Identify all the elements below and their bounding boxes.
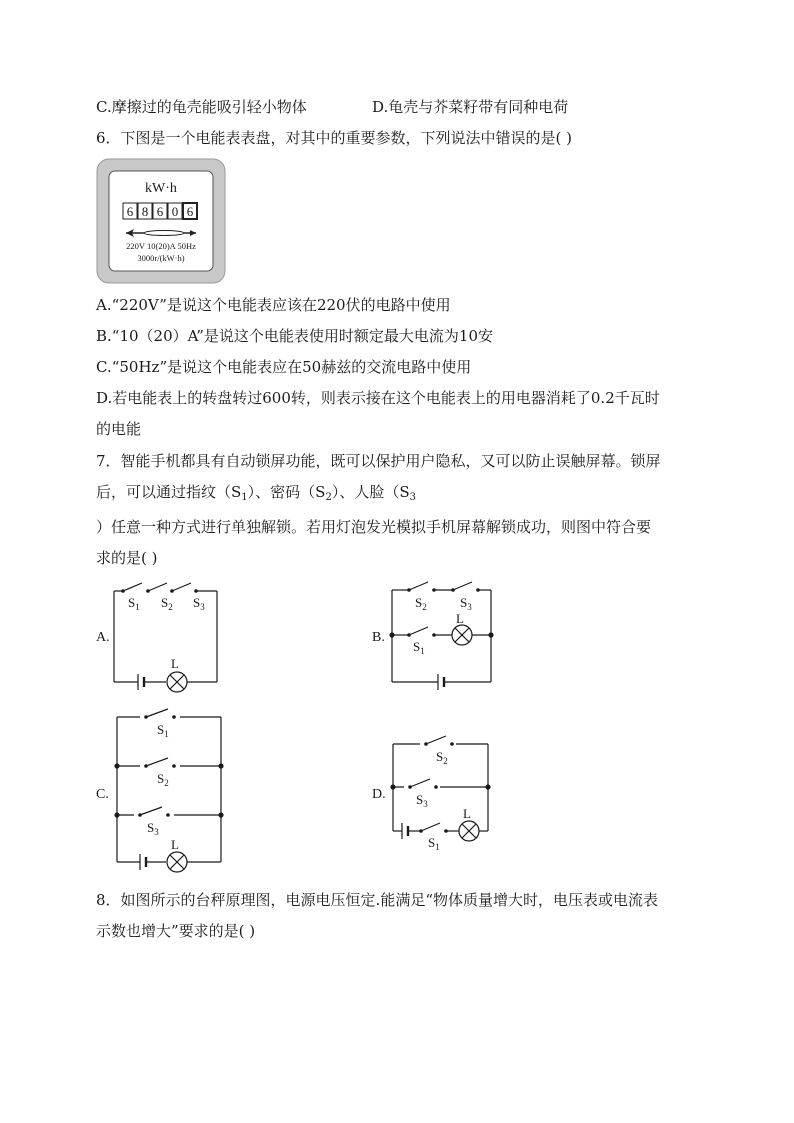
circuit-b-label: B. [372, 630, 385, 645]
circuit-a-lamp-label: L [171, 656, 179, 671]
circuit-b-lamp-label: L [456, 611, 464, 626]
circuit-c-lamp-label: L [171, 837, 179, 852]
meter-unit: kW·h [145, 181, 177, 196]
circuit-a-s3: $S_3$ [193, 595, 205, 612]
q6-stem: 6．下图是一个电能表表盘，对其中的重要参数，下列说法中错误的是( ) [96, 129, 573, 147]
meter-spec-line1: 220V 10(20)A 50Hz [126, 241, 196, 251]
q5-option-d: D.龟壳与芥菜籽带有同种电荷 [372, 98, 569, 116]
q6-option-d-cont: 的电能 [96, 420, 142, 438]
circuit-d-s2: $S_2$ [436, 749, 448, 766]
circuit-b-s3: $S_3$ [460, 595, 472, 612]
circuit-d-lamp-label: L [463, 806, 471, 821]
meter-digit: 6 [186, 204, 194, 219]
q6-option-c: C.“50Hz”是说这个电能表应在50赫兹的交流电路中使用 [96, 358, 472, 376]
circuit-c-s1: $S_1$ [157, 722, 169, 739]
meter-spec-line2: 3000r/(kW·h) [137, 253, 185, 263]
circuit-c [115, 709, 223, 872]
circuit-c-s3: $S_3$ [147, 820, 159, 837]
meter-digit: 6 [126, 204, 134, 219]
meter-digit: 0 [171, 204, 179, 219]
circuit-b [390, 582, 493, 690]
q6-option-d: D.若电能表上的转盘转过600转，则表示接在这个电能表上的用电器消耗了0.2千瓦时 [96, 389, 660, 407]
q8-stem-line2: 示数也增大”要求的是( ) [96, 922, 256, 940]
circuit-b-s2: $S_2$ [415, 595, 427, 612]
q7-stem-line4: 求的是( ) [96, 549, 158, 567]
circuit-a-s2: $S_2$ [161, 595, 173, 612]
q5-option-c: C.摩擦过的龟壳能吸引轻小物体 [96, 98, 307, 116]
meter-digit: 6 [156, 204, 164, 219]
circuit-c-label: C. [96, 787, 109, 802]
q7-stem-line2: 后，可以通过指纹$(S_1)$、密码$(S_2)$、人脸（$S_3$ [96, 483, 416, 503]
circuit-c-s2: $S_2$ [157, 771, 169, 788]
q7-stem-line1: 7．智能手机都具有自动锁屏功能，既可以保护用户隐私，又可以防止误触屏幕。锁屏 [96, 452, 661, 470]
circuit-a-label: A. [96, 630, 110, 645]
circuit-d-label: D. [372, 787, 386, 802]
meter-digit: 8 [141, 204, 149, 219]
q8-stem-line1: 8．如图所示的台秤原理图，电源电压恒定.能满足“物体质量增大时，电压表或电流表 [96, 891, 658, 909]
q6-option-a: A.“220V”是说这个电能表应该在220伏的电路中使用 [96, 296, 451, 314]
circuit-a-s1: $S_1$ [128, 595, 140, 612]
q7-stem-line3: ）任意一种方式进行单独解锁。若用灯泡发光模拟手机屏幕解锁成功，则图中符合要 [96, 518, 652, 536]
q6-option-b: B.“10（20）A”是说这个电能表使用时额定最大电流为10安 [96, 327, 494, 345]
circuit-d-s3: $S_3$ [416, 792, 428, 809]
circuit-b-s1: $S_1$ [413, 639, 425, 656]
circuit-d-s1: $S_1$ [428, 835, 440, 852]
